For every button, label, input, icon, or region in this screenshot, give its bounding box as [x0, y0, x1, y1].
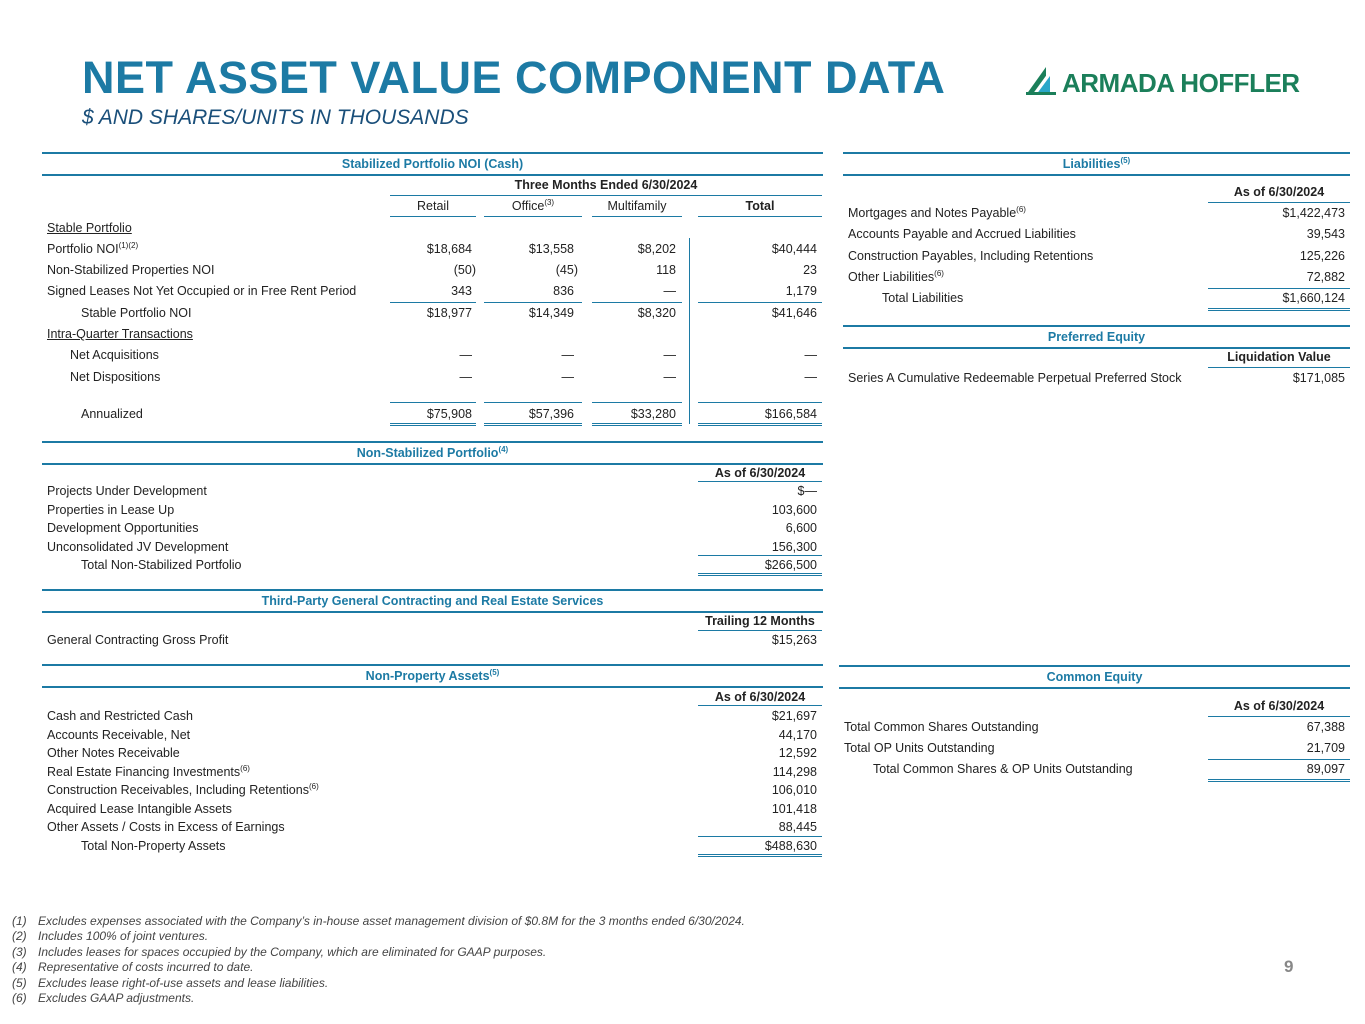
- net-dispositions-office: —: [561, 370, 574, 384]
- net-acquisitions-retail: —: [459, 348, 472, 362]
- annualized-label: Annualized: [81, 407, 143, 421]
- common-row-value: 21,709: [1306, 741, 1345, 755]
- net-dispositions-label: Net Dispositions: [70, 370, 161, 384]
- liabilities-row-label: Accounts Payable and Accrued Liabilities: [848, 227, 1076, 242]
- gc-gross-profit-value: $15,263: [771, 633, 817, 647]
- net-dispositions-total: —: [804, 370, 817, 384]
- liabilities-title: Liabilities$^{(5)}$: [843, 152, 1350, 176]
- liabilities-row-value: 39,543: [1306, 227, 1345, 242]
- net-dispositions-retail: —: [459, 370, 472, 384]
- non-property-row-label: Real Estate Financing Investments$^{(6)}$: [47, 763, 250, 779]
- non-stabilized-row-label: Projects Under Development: [47, 484, 207, 498]
- non-property-row-label: Accounts Receivable, Net: [47, 727, 191, 742]
- signed-leases-total: 1,179: [785, 284, 817, 298]
- col-total: Total: [745, 199, 775, 213]
- non-stabilized-noi-label: Non-Stabilized Properties NOI: [47, 263, 215, 277]
- non-property-title: Non-Property Assets$^{(5)}$: [42, 664, 823, 688]
- non-stabilized-row-value: 6,600: [785, 521, 817, 535]
- portfolio-noi-retail: $18,684: [426, 242, 472, 256]
- liabilities-row-label: Construction Payables, Including Retentions: [848, 248, 1094, 263]
- third-party-col: Trailing 12 Months: [705, 614, 815, 628]
- stable-noi-total: $41,646: [771, 306, 817, 320]
- non-property-row-label: Acquired Lease Intangible Assets: [47, 801, 232, 816]
- non-property-row-value: 88,445: [778, 820, 817, 834]
- non-stabilized-total-value: $266,500: [764, 558, 817, 572]
- liabilities-row-value: 72,882: [1306, 269, 1345, 284]
- footnote: (3) Includes leases for spaces occupied by the Company, which are eliminated for GAAP purposes.: [12, 944, 547, 959]
- logo-mark-icon: [1024, 64, 1058, 98]
- col-multifamily: Multifamily: [607, 199, 667, 213]
- non-property-row-value: 12,592: [778, 746, 817, 760]
- preferred-title: Preferred Equity: [843, 325, 1350, 349]
- footnote: (6) Excludes GAAP adjustments.: [12, 991, 195, 1006]
- preferred-row-label: Series A Cumulative Redeemable Perpetual Preferred Stock: [848, 371, 1182, 385]
- liabilities-row-label: Other Liabilities$^{(6)}$: [848, 268, 944, 284]
- stable-noi-retail: $18,977: [426, 306, 472, 320]
- gc-gross-profit-label: General Contracting Gross Profit: [47, 633, 229, 647]
- common-col: As of 6/30/2024: [1233, 699, 1325, 713]
- liabilities-total-label: Total Liabilities: [882, 291, 964, 306]
- net-acquisitions-total: —: [804, 348, 817, 362]
- col-retail: Retail: [417, 199, 449, 213]
- third-party-title: Third-Party General Contracting and Real Estate Services: [42, 589, 823, 613]
- non-property-row-value: 114,298: [772, 764, 817, 779]
- preferred-col: Liquidation Value: [1227, 350, 1331, 364]
- stable-noi-label: Stable Portfolio NOI: [81, 306, 192, 320]
- non-property-col: As of 6/30/2024: [714, 690, 806, 704]
- non-stabilized-total-label: Total Non-Stabilized Portfolio: [81, 558, 242, 572]
- common-row-value: 67,388: [1306, 720, 1345, 734]
- net-acquisitions-office: —: [561, 348, 574, 362]
- non-stabilized-title: Non-Stabilized Portfolio$^{(4)}$: [42, 441, 823, 465]
- page-title: NET ASSET VALUE COMPONENT DATA: [82, 52, 946, 103]
- liabilities-total-value: $1,660,124: [1282, 291, 1345, 306]
- non-stabilized-noi-office: (45): [555, 263, 578, 277]
- non-property-row-value: 106,010: [771, 783, 817, 797]
- non-property-row-value: 101,418: [771, 801, 817, 816]
- signed-leases-retail: 343: [451, 284, 472, 298]
- footnote: (4) Representative of costs incurred to date.: [12, 960, 254, 975]
- portfolio-noi-multifamily: $8,202: [637, 242, 676, 256]
- liabilities-row-value: $1,422,473: [1282, 206, 1345, 220]
- signed-leases-multifamily: —: [663, 284, 676, 298]
- footnote: (2) Includes 100% of joint ventures.: [12, 929, 209, 944]
- common-title: Common Equity: [839, 665, 1350, 689]
- non-property-row-label: Construction Receivables, Including Retentions$^{(6)}$: [47, 781, 319, 797]
- page-subtitle: $ AND SHARES/UNITS IN THOUSANDS: [82, 106, 469, 129]
- non-stabilized-row-value: 103,600: [771, 502, 817, 517]
- net-dispositions-multifamily: —: [663, 370, 676, 384]
- annualized-retail: $75,908: [426, 407, 472, 421]
- non-property-row-label: Other Notes Receivable: [47, 746, 180, 760]
- company-logo: [1024, 64, 1304, 100]
- non-property-total-label: Total Non-Property Assets: [81, 838, 226, 853]
- non-property-row-value: 44,170: [778, 727, 817, 742]
- portfolio-noi-label: Portfolio $NOI^{(1)(2)}$: [47, 240, 139, 256]
- common-row-label: Total OP Units Outstanding: [844, 741, 995, 755]
- intra-quarter-label: Intra-Quarter Transactions: [47, 327, 193, 341]
- stabilized-period-header: Three Months Ended 6/30/2024: [514, 178, 698, 192]
- non-property-row-label: Other Assets / Costs in Excess of Earnings: [47, 820, 285, 834]
- net-acquisitions-multifamily: —: [663, 348, 676, 362]
- portfolio-noi-total: $40,444: [771, 242, 817, 256]
- non-stabilized-row-value: 156,300: [771, 539, 817, 554]
- signed-leases-label: Signed Leases Not Yet Occupied or in Free Rent Period: [47, 284, 357, 298]
- liabilities-row-label: Mortgages and Notes Payable$^{(6)}$: [848, 204, 1026, 220]
- non-stabilized-noi-retail: (50): [453, 263, 476, 277]
- non-stabilized-row-value: $—: [797, 484, 817, 498]
- stable-noi-office: $14,349: [528, 306, 574, 320]
- preferred-row-value: $171,085: [1292, 371, 1345, 385]
- net-acquisitions-label: Net Acquisitions: [70, 348, 159, 362]
- liabilities-row-value: 125,226: [1299, 248, 1345, 263]
- page-number: 9: [1284, 957, 1294, 976]
- non-property-total-value: $488,630: [764, 838, 817, 853]
- annualized-office: $57,396: [528, 407, 574, 421]
- non-stabilized-col: As of 6/30/2024: [714, 466, 806, 480]
- annualized-multifamily: $33,280: [630, 407, 676, 421]
- footnote: (5) Excludes lease right-of-use assets and lease liabilities.: [12, 975, 329, 990]
- non-stabilized-row-label: Unconsolidated JV Development: [47, 539, 229, 554]
- common-total-label: Total Common Shares & OP Units Outstanding: [873, 762, 1133, 776]
- common-total-value: 89,097: [1306, 762, 1345, 776]
- footnote: (1) Excludes expenses associated with the Company’s in-house asset management division of $0.8M for the 3 months ended 6/30/2024.: [12, 914, 745, 928]
- stable-portfolio-label: Stable Portfolio: [47, 221, 132, 235]
- non-stabilized-row-label: Development Opportunities: [47, 521, 199, 535]
- col-office: Office$^{(3)}$: [511, 197, 555, 213]
- non-stabilized-noi-total: 23: [803, 263, 817, 277]
- non-stabilized-row-label: Properties in Lease Up: [47, 502, 175, 517]
- non-stabilized-noi-multifamily: 118: [656, 263, 676, 277]
- non-property-row-label: Cash and Restricted Cash: [47, 709, 193, 723]
- stable-noi-multifamily: $8,320: [637, 306, 676, 320]
- footnotes: [12, 914, 745, 1006]
- annualized-total: $166,584: [764, 407, 817, 421]
- logo-wordmark: ARMADA HOFFLER: [1062, 68, 1300, 98]
- liabilities-col: As of 6/30/2024: [1233, 185, 1325, 199]
- portfolio-noi-office: $13,558: [528, 242, 574, 256]
- signed-leases-office: 836: [553, 284, 574, 298]
- common-row-label: Total Common Shares Outstanding: [844, 720, 1039, 734]
- non-property-row-value: $21,697: [771, 709, 817, 723]
- stabilized-portfolio-title: Stabilized Portfolio NOI (Cash): [42, 152, 823, 176]
